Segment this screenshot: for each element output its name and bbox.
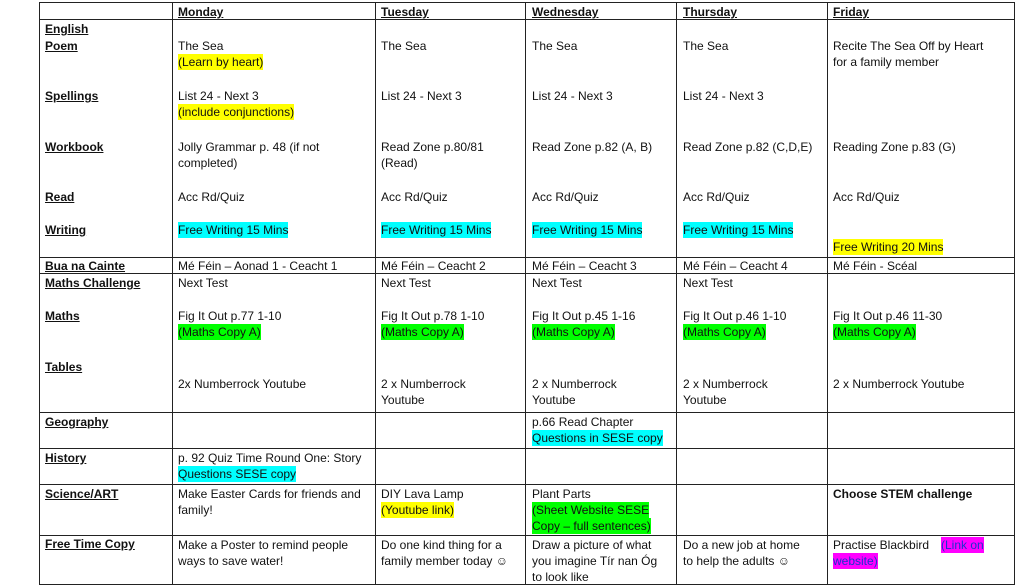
spellings-monday: List 24 - Next 3 xyxy=(178,89,259,103)
bua-thursday: Mé Féin – Ceacht 4 xyxy=(683,259,788,273)
label-poem: Poem xyxy=(45,39,78,53)
tables-wednesday-line1: 2 x Numberrock xyxy=(532,377,617,391)
free-time-thursday-line2: to help the adults ☺ xyxy=(683,554,790,568)
poem-tuesday: The Sea xyxy=(381,39,427,53)
workbook-tuesday-line2: (Read) xyxy=(381,156,418,170)
label-maths-challenge: Maths Challenge xyxy=(45,276,141,290)
maths-monday-copy: (Maths Copy A) xyxy=(178,325,261,339)
spellings-tuesday: List 24 - Next 3 xyxy=(381,89,462,103)
maths-monday: Fig It Out p.77 1-10 xyxy=(178,309,282,323)
free-time-monday-line2: ways to save water! xyxy=(178,554,284,568)
bua-tuesday: Mé Féin – Ceacht 2 xyxy=(381,259,486,273)
header-tuesday: Tuesday xyxy=(381,5,429,19)
tables-tuesday-line1: 2 x Numberrock xyxy=(381,377,466,391)
label-spellings: Spellings xyxy=(45,89,99,103)
science-tuesday-line1: DIY Lava Lamp xyxy=(381,487,464,501)
maths-thursday-copy: (Maths Copy A) xyxy=(683,325,766,339)
poem-thursday: The Sea xyxy=(683,39,729,53)
workbook-monday-line1: Jolly Grammar p. 48 (if not xyxy=(178,140,320,154)
read-wednesday: Acc Rd/Quiz xyxy=(532,190,599,204)
free-time-tuesday-line2: family member today ☺ xyxy=(381,554,508,568)
free-time-monday-line1: Make a Poster to remind people xyxy=(178,538,349,552)
free-time-friday-link-line1[interactable]: (Link on xyxy=(941,538,984,552)
science-tuesday-youtube-link[interactable]: (Youtube link) xyxy=(381,503,454,517)
workbook-thursday: Read Zone p.82 (C,D,E) xyxy=(683,140,813,154)
free-time-wednesday-line3: to look like xyxy=(532,570,589,584)
read-friday: Acc Rd/Quiz xyxy=(833,190,900,204)
read-tuesday: Acc Rd/Quiz xyxy=(381,190,448,204)
spellings-wednesday: List 24 - Next 3 xyxy=(532,89,613,103)
read-monday: Acc Rd/Quiz xyxy=(178,190,245,204)
maths-friday: Fig It Out p.46 11-30 xyxy=(833,309,943,323)
tables-thursday-line2: Youtube xyxy=(683,393,727,407)
history-monday-line1: p. 92 Quiz Time Round One: Story xyxy=(178,451,362,465)
free-time-tuesday-line1: Do one kind thing for a xyxy=(381,538,502,552)
science-monday-line1: Make Easter Cards for friends and xyxy=(178,487,361,501)
maths-challenge-monday: Next Test xyxy=(178,276,228,290)
maths-challenge-thursday: Next Test xyxy=(683,276,733,290)
science-wednesday-line1: Plant Parts xyxy=(532,487,591,501)
maths-tuesday-copy: (Maths Copy A) xyxy=(381,325,464,339)
label-workbook: Workbook xyxy=(45,140,104,154)
geography-wednesday-line1: p.66 Read Chapter xyxy=(532,415,634,429)
tables-monday: 2x Numberrock Youtube xyxy=(178,377,307,391)
header-wednesday: Wednesday xyxy=(532,5,599,19)
label-read: Read xyxy=(45,190,75,204)
free-time-friday-line1: Practise Blackbird xyxy=(833,538,930,552)
label-bua-na-cainte: Bua na Cainte xyxy=(45,259,126,273)
history-monday-line2: Questions SESE copy xyxy=(178,467,297,481)
writing-friday: Free Writing 20 Mins xyxy=(833,240,944,254)
free-time-wednesday-line1: Draw a picture of what xyxy=(532,538,652,552)
poem-friday-line2: for a family member xyxy=(833,55,940,69)
free-time-thursday-line1: Do a new job at home xyxy=(683,538,800,552)
workbook-friday: Reading Zone p.83 (G) xyxy=(833,140,956,154)
science-wednesday-line2: (Sheet Website SESE xyxy=(532,503,650,517)
tables-thursday-line1: 2 x Numberrock xyxy=(683,377,768,391)
tables-friday: 2 x Numberrock Youtube xyxy=(833,377,965,391)
bua-friday: Mé Féin - Scéal xyxy=(833,259,918,273)
label-tables: Tables xyxy=(45,360,83,374)
poem-monday-note: (Learn by heart) xyxy=(178,55,264,69)
poem-monday: The Sea xyxy=(178,39,224,53)
free-time-friday-link-line2[interactable]: website) xyxy=(833,554,878,568)
geography-wednesday-line2: Questions in SESE copy xyxy=(532,431,663,445)
maths-wednesday-copy: (Maths Copy A) xyxy=(532,325,615,339)
poem-wednesday: The Sea xyxy=(532,39,578,53)
bua-monday: Mé Féin – Aonad 1 - Ceacht 1 xyxy=(178,259,338,273)
maths-challenge-tuesday: Next Test xyxy=(381,276,431,290)
label-english: English xyxy=(45,22,89,36)
maths-challenge-wednesday: Next Test xyxy=(532,276,582,290)
label-history: History xyxy=(45,451,87,465)
tables-tuesday-line2: Youtube xyxy=(381,393,425,407)
label-maths: Maths xyxy=(45,309,80,323)
maths-tuesday: Fig It Out p.78 1-10 xyxy=(381,309,485,323)
spellings-monday-note: (include conjunctions) xyxy=(178,105,295,119)
maths-thursday: Fig It Out p.46 1-10 xyxy=(683,309,787,323)
writing-tuesday: Free Writing 15 Mins xyxy=(381,223,492,237)
label-free-time-copy: Free Time Copy xyxy=(45,537,135,551)
label-geography: Geography xyxy=(45,415,109,429)
header-monday: Monday xyxy=(178,5,224,19)
maths-friday-copy: (Maths Copy A) xyxy=(833,325,916,339)
writing-thursday: Free Writing 15 Mins xyxy=(683,223,794,237)
workbook-tuesday-line1: Read Zone p.80/81 xyxy=(381,140,484,154)
workbook-wednesday: Read Zone p.82 (A, B) xyxy=(532,140,653,154)
label-writing: Writing xyxy=(45,223,87,237)
free-time-wednesday-line2: you imagine Tír nan Óg xyxy=(532,554,658,568)
writing-monday: Free Writing 15 Mins xyxy=(178,223,289,237)
read-thursday: Acc Rd/Quiz xyxy=(683,190,750,204)
science-wednesday-line3: Copy – full sentences) xyxy=(532,519,651,533)
science-friday: Choose STEM challenge xyxy=(833,487,973,501)
spellings-thursday: List 24 - Next 3 xyxy=(683,89,764,103)
writing-wednesday: Free Writing 15 Mins xyxy=(532,223,643,237)
workbook-monday-line2: completed) xyxy=(178,156,238,170)
tables-wednesday-line2: Youtube xyxy=(532,393,576,407)
maths-wednesday: Fig It Out p.45 1-16 xyxy=(532,309,636,323)
label-science-art: Science/ART xyxy=(45,487,119,501)
poem-friday-line1: Recite The Sea Off by Heart xyxy=(833,39,984,53)
header-thursday: Thursday xyxy=(683,5,738,19)
bua-wednesday: Mé Féin – Ceacht 3 xyxy=(532,259,637,273)
science-monday-line2: family! xyxy=(178,503,213,517)
header-friday: Friday xyxy=(833,5,870,19)
